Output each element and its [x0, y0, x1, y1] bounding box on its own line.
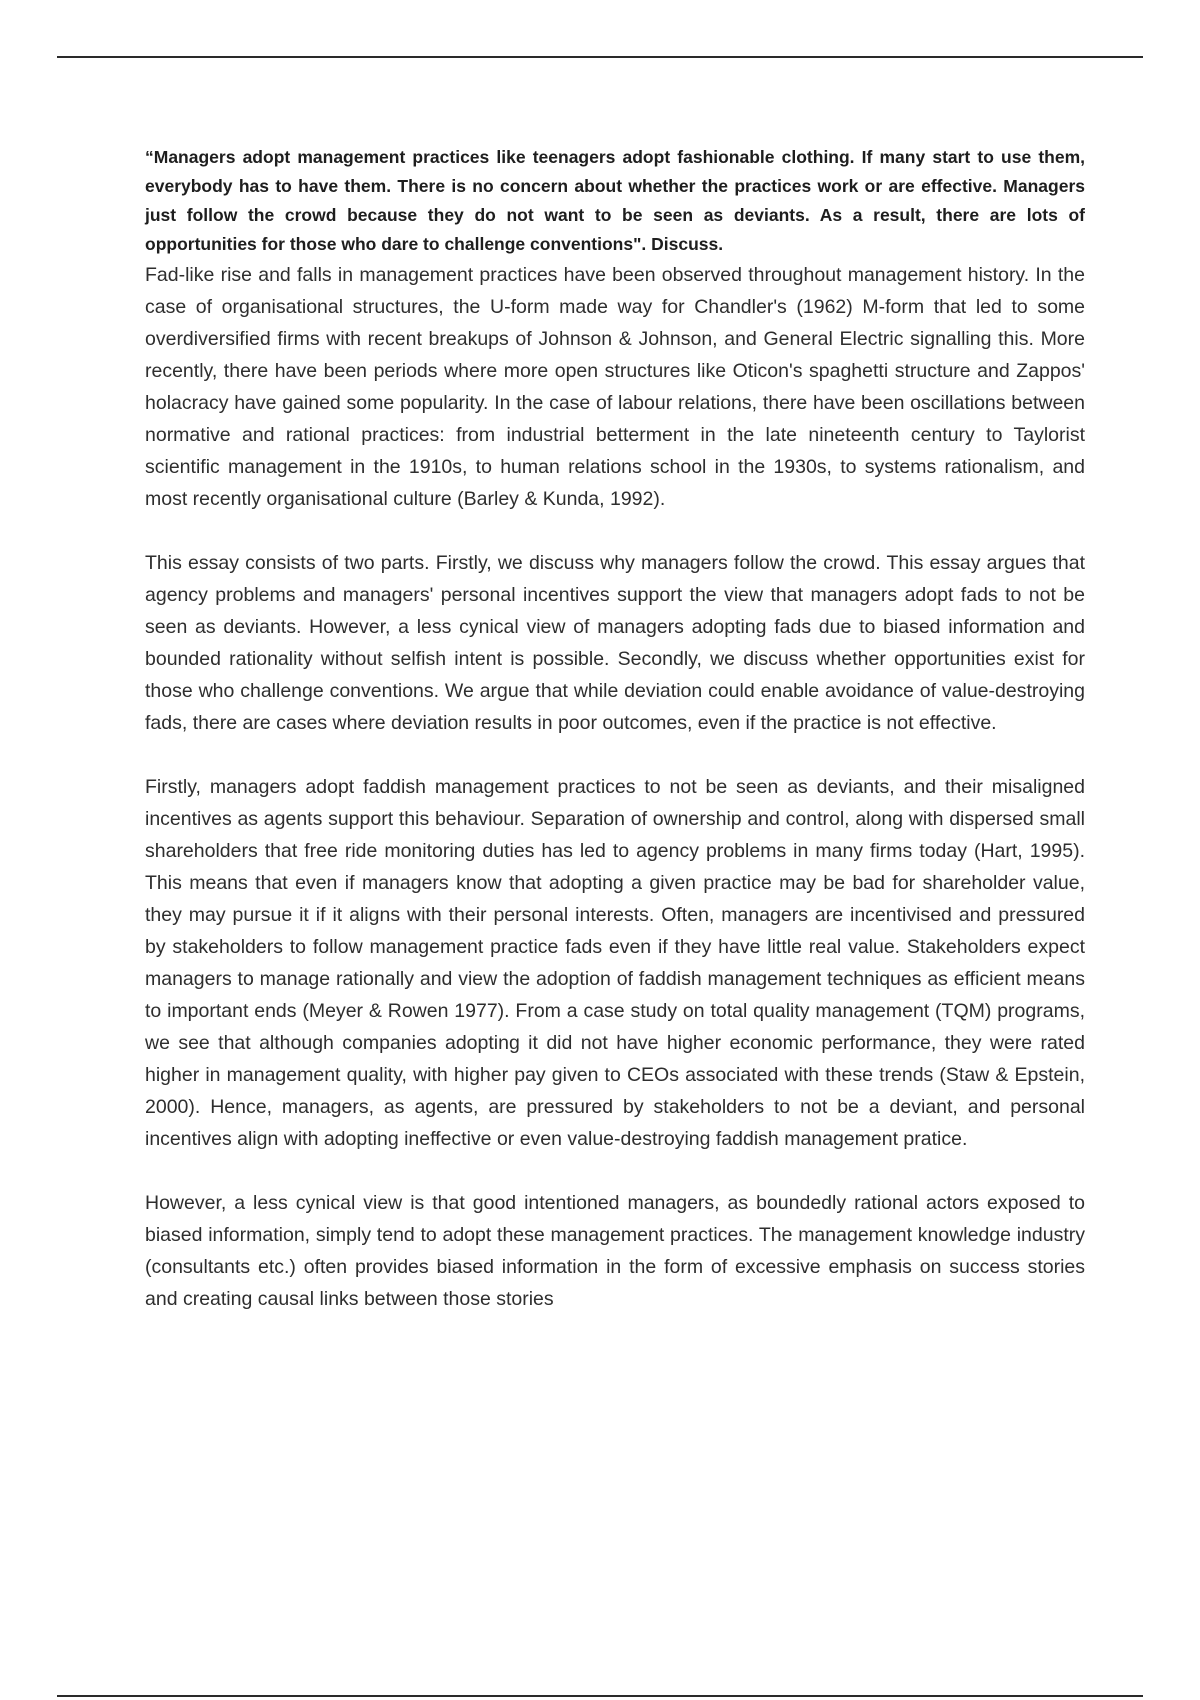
paragraph-introduction: Fad-like rise and falls in management practices have been observed throughout management history. In the case of organisational structures, the U-form made way for Chandler's (1962) M-form that led to some overdiversified firms with recent breakups of Johnson & Johnson, and General Electric signalling this. More recently, there have been periods where more open structures like Oticon's spaghetti structure and Zappos' holacracy have gained some popularity. In the case of labour relations, there have been oscillations between normative and rational practices: from industrial betterment in the late nineteenth century to Taylorist scientific management in the 1910s, to human relations school in the 1930s, to systems rationalism, and most recently organisational culture (Barley & Kunda, 1992).: [145, 264, 1085, 510]
essay-question: “Managers adopt management practices like teenagers adopt fashionable clothing. If many start to use them, everybody has to have them. There is no concern about whether the practices work or are effective. Managers just follow the crowd because they do not want to be seen as deviants. As a result, there are lots of opportunities for those who dare to challenge conventions". Discuss.: [145, 147, 1085, 254]
header-rule: [57, 56, 1143, 58]
footer-rule: [57, 1695, 1143, 1697]
paragraph-agency-problems: Firstly, managers adopt faddish management practices to not be seen as deviants, and their misaligned incentives as agents support this behaviour. Separation of ownership and control, along with dispersed small shareholders that free ride monitoring duties has led to agency problems in many firms today (Hart, 1995). This means that even if managers know that adopting a given practice may be bad for shareholder value, they may pursue it if it aligns with their personal interests. Often, managers are incentivised and pressured by stakeholders to follow management practice fads even if they have little real value. Stakeholders expect managers to manage rationally and view the adoption of faddish management techniques as efficient means to important ends (Meyer & Rowen 1977). From a case study on total quality management (TQM) programs, we see that although companies adopting it did not have higher economic performance, they were rated higher in management quality, with higher pay given to CEOs associated with these trends (Staw & Epstein, 2000). Hence, managers, as agents, are pressured by stakeholders to not be a deviant, and personal incentives align with adopting ineffective or even value-destroying faddish management pratice.: [145, 776, 1085, 1150]
document-body: [145, 143, 1085, 1347]
paragraph-bounded-rationality: However, a less cynical view is that good intentioned managers, as boundedly rational actors exposed to biased information, simply tend to adopt these management practices. The management knowledge industry (consultants etc.) often provides biased information in the form of excessive emphasis on success stories and creating causal links between those stories: [145, 1192, 1085, 1310]
paragraph-essay-structure: This essay consists of two parts. Firstly, we discuss why managers follow the crowd. This essay argues that agency problems and managers' personal incentives support the view that managers adopt fads to not be seen as deviants. However, a less cynical view of managers adopting fads due to biased information and bounded rationality without selfish intent is possible. Secondly, we discuss whether opportunities exist for those who challenge conventions. We argue that while deviation could enable avoidance of value-destroying fads, there are cases where deviation results in poor outcomes, even if the practice is not effective.: [145, 552, 1085, 734]
